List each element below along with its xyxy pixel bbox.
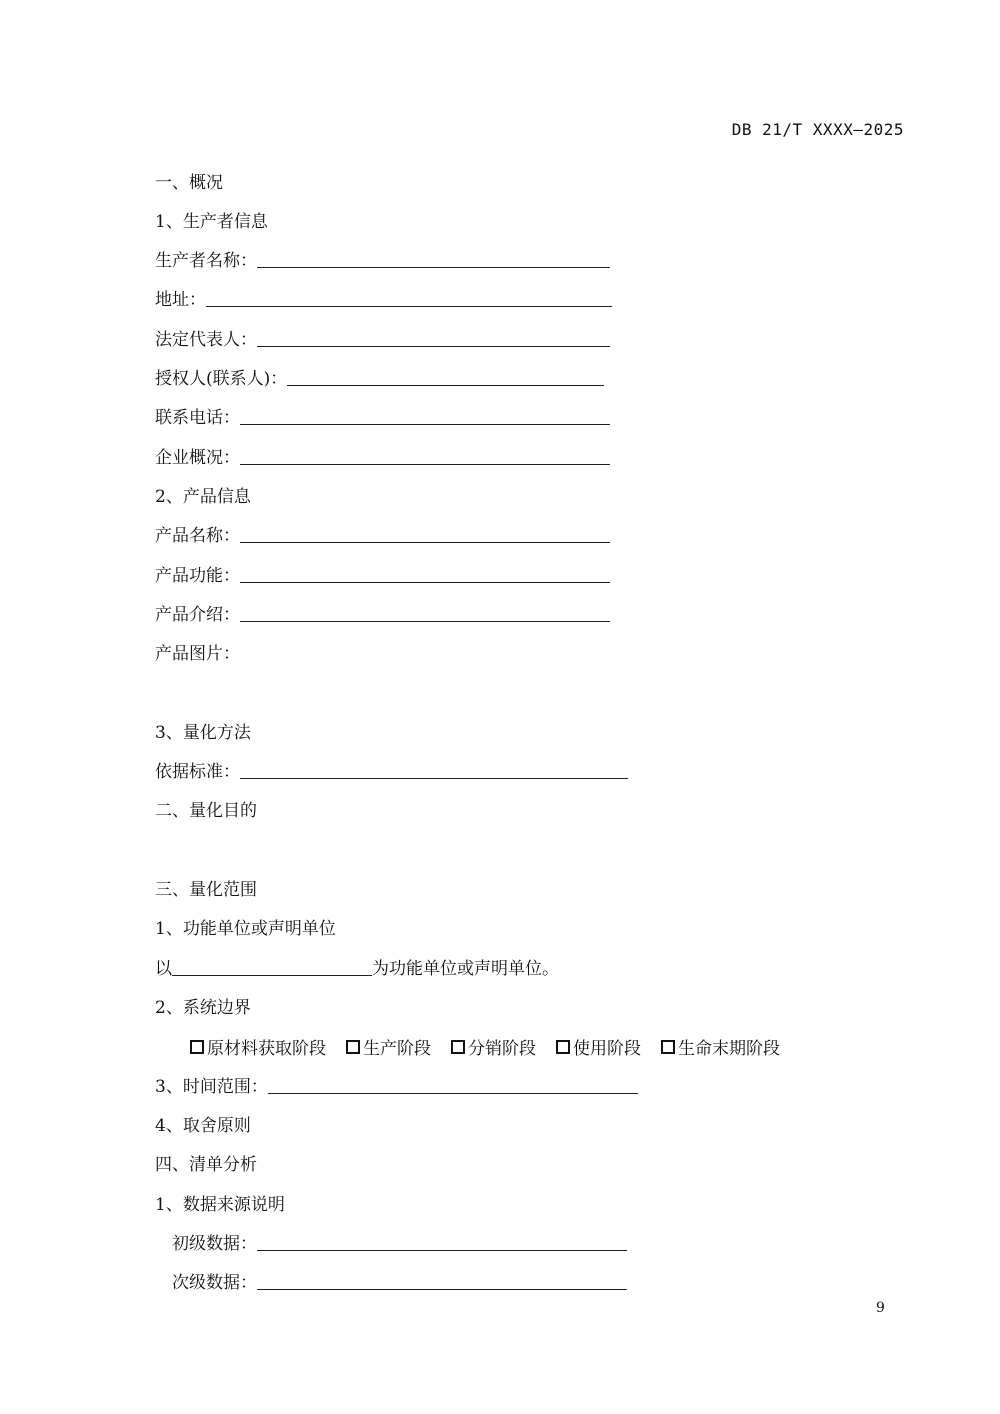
- subsection-product-info: 2、产品信息: [155, 487, 251, 507]
- section-inventory: 四、清单分析: [155, 1155, 257, 1175]
- time-range-field: [155, 1072, 638, 1098]
- producer-name-blank[interactable]: [257, 266, 610, 268]
- unit-prefix: 以: [155, 959, 172, 979]
- authorized-field: [155, 364, 604, 390]
- product-intro-blank[interactable]: [240, 620, 610, 622]
- checkbox-icon: [346, 1040, 360, 1054]
- legal-rep-blank[interactable]: [257, 345, 610, 347]
- product-intro-field: [155, 600, 610, 626]
- primary-data-field: [172, 1229, 627, 1255]
- section-overview: 一、概况: [155, 173, 223, 193]
- legal-rep-field: [155, 325, 610, 351]
- subsection-functional-unit: 1、功能单位或声明单位: [155, 919, 336, 939]
- product-image-label: 产品图片：: [155, 644, 240, 664]
- secondary-data-field: [172, 1268, 627, 1294]
- product-name-blank[interactable]: [240, 541, 610, 543]
- product-function-blank[interactable]: [240, 581, 610, 583]
- authorized-label: 授权人(联系人)：: [155, 369, 288, 389]
- functional-unit-field: [155, 954, 559, 980]
- subsection-system-boundary: 2、系统边界: [155, 998, 251, 1018]
- basis-standard-label: 依据标准：: [155, 762, 240, 782]
- product-name-field: [155, 521, 610, 547]
- time-range-label: 3、时间范围：: [155, 1077, 268, 1097]
- authorized-blank[interactable]: [287, 384, 604, 386]
- document-id: DB 21/T XXXX—2025: [731, 120, 904, 139]
- subsection-quant-method: 3、量化方法: [155, 723, 251, 743]
- phone-blank[interactable]: [240, 423, 610, 425]
- company-field: [155, 443, 610, 469]
- functional-unit-blank[interactable]: [172, 974, 372, 976]
- company-label: 企业概况：: [155, 448, 240, 468]
- product-function-field: [155, 561, 610, 587]
- page-number: 9: [876, 1300, 885, 1316]
- checkbox-raw-material[interactable]: 原材料获取阶段: [190, 1034, 326, 1059]
- company-blank[interactable]: [240, 463, 610, 465]
- primary-data-label: 初级数据：: [172, 1234, 257, 1254]
- unit-suffix: 为功能单位或声明单位。: [372, 959, 559, 979]
- checkbox-distribution[interactable]: 分销阶段: [451, 1034, 536, 1059]
- product-image-field: [155, 639, 240, 665]
- checkbox-icon: [190, 1040, 204, 1054]
- basis-standard-blank[interactable]: [240, 777, 628, 779]
- producer-name-field: [155, 246, 610, 272]
- secondary-data-label: 次级数据：: [172, 1273, 257, 1293]
- checkbox-icon: [556, 1040, 570, 1054]
- section-quant-scope: 三、量化范围: [155, 880, 257, 900]
- checkbox-production[interactable]: 生产阶段: [346, 1034, 431, 1059]
- product-function-label: 产品功能：: [155, 566, 240, 586]
- subsection-data-source: 1、数据来源说明: [155, 1195, 285, 1215]
- section-quant-purpose: 二、量化目的: [155, 801, 257, 821]
- producer-name-label: 生产者名称：: [155, 251, 257, 271]
- time-range-blank[interactable]: [268, 1092, 638, 1094]
- checkbox-use[interactable]: 使用阶段: [556, 1034, 641, 1059]
- checkbox-end-of-life[interactable]: 生命末期阶段: [661, 1034, 780, 1059]
- subsection-cutoff: 4、取舍原则: [155, 1116, 251, 1136]
- product-intro-label: 产品介绍：: [155, 605, 240, 625]
- subsection-producer-info: 1、生产者信息: [155, 212, 268, 232]
- phone-field: [155, 403, 610, 429]
- checkbox-icon: [661, 1040, 675, 1054]
- checkbox-icon: [451, 1040, 465, 1054]
- address-field: [155, 285, 612, 311]
- address-blank[interactable]: [206, 305, 612, 307]
- phone-label: 联系电话：: [155, 408, 240, 428]
- primary-data-blank[interactable]: [257, 1249, 627, 1251]
- product-name-label: 产品名称：: [155, 526, 240, 546]
- address-label: 地址：: [155, 290, 206, 310]
- basis-standard-field: [155, 757, 628, 783]
- legal-rep-label: 法定代表人：: [155, 330, 257, 350]
- secondary-data-blank[interactable]: [257, 1288, 627, 1290]
- boundary-checkbox-group: [190, 1034, 780, 1059]
